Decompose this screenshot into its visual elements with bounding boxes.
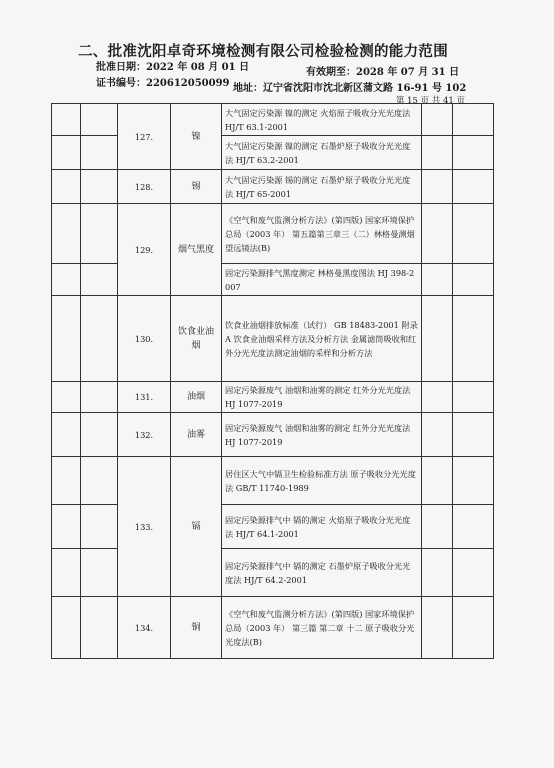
blank-cell — [422, 597, 453, 659]
blank-cell — [52, 597, 81, 659]
blank-cell — [453, 204, 494, 264]
blank-cell — [453, 597, 494, 659]
blank-cell — [52, 204, 81, 264]
table-row — [52, 170, 494, 204]
blank-cell — [81, 549, 118, 597]
table-row — [52, 382, 494, 413]
blank-cell — [453, 382, 494, 413]
test-method: 固定污染源排气黑度测定 林格曼黑度图法 HJ 398-2007 — [222, 264, 422, 296]
blank-cell — [52, 170, 81, 204]
blank-cell — [81, 170, 118, 204]
blank-cell — [453, 413, 494, 457]
blank-cell — [422, 505, 453, 549]
blank-cell — [81, 505, 118, 549]
blank-cell — [453, 170, 494, 204]
lab-address: 地址：辽宁省沈阳市沈北新区蒲文路 16-91 号 102 — [233, 83, 467, 94]
blank-cell — [81, 597, 118, 659]
blank-cell — [81, 104, 118, 136]
blank-cell — [52, 382, 81, 413]
test-method: 固定污染源废气 油烟和油雾的测定 红外分光光度法 HJ 1077-2019 — [222, 382, 422, 413]
blank-cell — [453, 136, 494, 170]
test-method: 大气固定污染源 镍的测定 石墨炉原子吸收分光光度法 HJ/T 63.2-2001 — [222, 136, 422, 170]
blank-cell — [453, 104, 494, 136]
valid-until: 有效期至：2028 年 07 月 31 日 — [306, 67, 460, 78]
test-item: 烟气黑度 — [171, 204, 222, 296]
blank-cell — [453, 505, 494, 549]
approval-date: 批准日期：2022 年 08 月 01 日 — [96, 62, 250, 73]
table-row — [52, 597, 494, 659]
test-method: 大气固定污染源 锡的测定 石墨炉原子吸收分光光度法 HJ/T 65-2001 — [222, 170, 422, 204]
test-item: 镍 — [171, 104, 222, 170]
test-method: 居住区大气中镉卫生检验标准方法 原子吸收分光光度法 GB/T 11740-1989 — [222, 457, 422, 505]
test-item: 铜 — [171, 597, 222, 659]
blank-cell — [422, 457, 453, 505]
blank-cell — [81, 382, 118, 413]
blank-cell — [52, 104, 81, 136]
test-method: 大气固定污染源 镍的测定 火焰原子吸收分光光度法 HJ/T 63.1-2001 — [222, 104, 422, 136]
blank-cell — [52, 136, 81, 170]
blank-cell — [52, 413, 81, 457]
blank-cell — [453, 549, 494, 597]
blank-cell — [81, 204, 118, 264]
test-method: 饮食业油烟排放标准（试行） GB 18483-2001 附录A 饮食业油烟采样方法及分析方法 金属滤筒吸收和红外分光光度法测定油烟的采样和分析方法 — [222, 296, 422, 382]
test-method: 固定污染源排气中 镉的测定 火焰原子吸收分光光度法 HJ/T 64.1-2001 — [222, 505, 422, 549]
blank-cell — [52, 296, 81, 382]
blank-cell — [52, 457, 81, 505]
blank-cell — [81, 296, 118, 382]
table-row — [52, 296, 494, 382]
test-item: 锡 — [171, 170, 222, 204]
test-method: 固定污染源废气 油烟和油雾的测定 红外分光光度法 HJ 1077-2019 — [222, 413, 422, 457]
item-number: 130. — [118, 296, 171, 382]
blank-cell — [81, 264, 118, 296]
page-title: 二、批准沈阳卓奇环境检测有限公司检验检测的能力范围 — [78, 43, 448, 60]
blank-cell — [81, 136, 118, 170]
blank-cell — [453, 296, 494, 382]
blank-cell — [422, 104, 453, 136]
item-number: 132. — [118, 413, 171, 457]
test-item: 油烟 — [171, 382, 222, 413]
blank-cell — [422, 204, 453, 264]
blank-cell — [422, 413, 453, 457]
blank-cell — [81, 457, 118, 505]
test-item: 饮食业油烟 — [171, 296, 222, 382]
capability-table — [51, 103, 494, 659]
test-item: 油雾 — [171, 413, 222, 457]
table-row — [52, 457, 494, 505]
blank-cell — [422, 549, 453, 597]
table-row — [52, 413, 494, 457]
blank-cell — [453, 264, 494, 296]
certificate-number: 证书编号：220612050099 — [96, 78, 230, 89]
test-method: 《空气和废气监测分析方法》(第四版) 国家环境保护总局（2003 年） 第五篇第三章三（二）林格曼测烟望远镜法(B) — [222, 204, 422, 264]
item-number: 133. — [118, 457, 171, 597]
blank-cell — [453, 457, 494, 505]
blank-cell — [52, 505, 81, 549]
blank-cell — [422, 296, 453, 382]
blank-cell — [422, 170, 453, 204]
table-row — [52, 104, 494, 136]
table-row — [52, 204, 494, 264]
test-method: 固定污染源排气中 镉的测定 石墨炉原子吸收分光光度法 HJ/T 64.2-2001 — [222, 549, 422, 597]
test-item: 镉 — [171, 457, 222, 597]
item-number: 127. — [118, 104, 171, 170]
item-number: 131. — [118, 382, 171, 413]
test-method: 《空气和废气监测分析方法》(第四版) 国家环境保护总局（2003 年） 第三篇 第二章 十二 原子吸收分光光度法(B) — [222, 597, 422, 659]
item-number: 129. — [118, 204, 171, 296]
blank-cell — [422, 136, 453, 170]
blank-cell — [52, 549, 81, 597]
blank-cell — [422, 382, 453, 413]
blank-cell — [422, 264, 453, 296]
page-number: 第 15 页 共 41 页 — [395, 96, 465, 106]
blank-cell — [52, 264, 81, 296]
item-number: 134. — [118, 597, 171, 659]
blank-cell — [81, 413, 118, 457]
item-number: 128. — [118, 170, 171, 204]
